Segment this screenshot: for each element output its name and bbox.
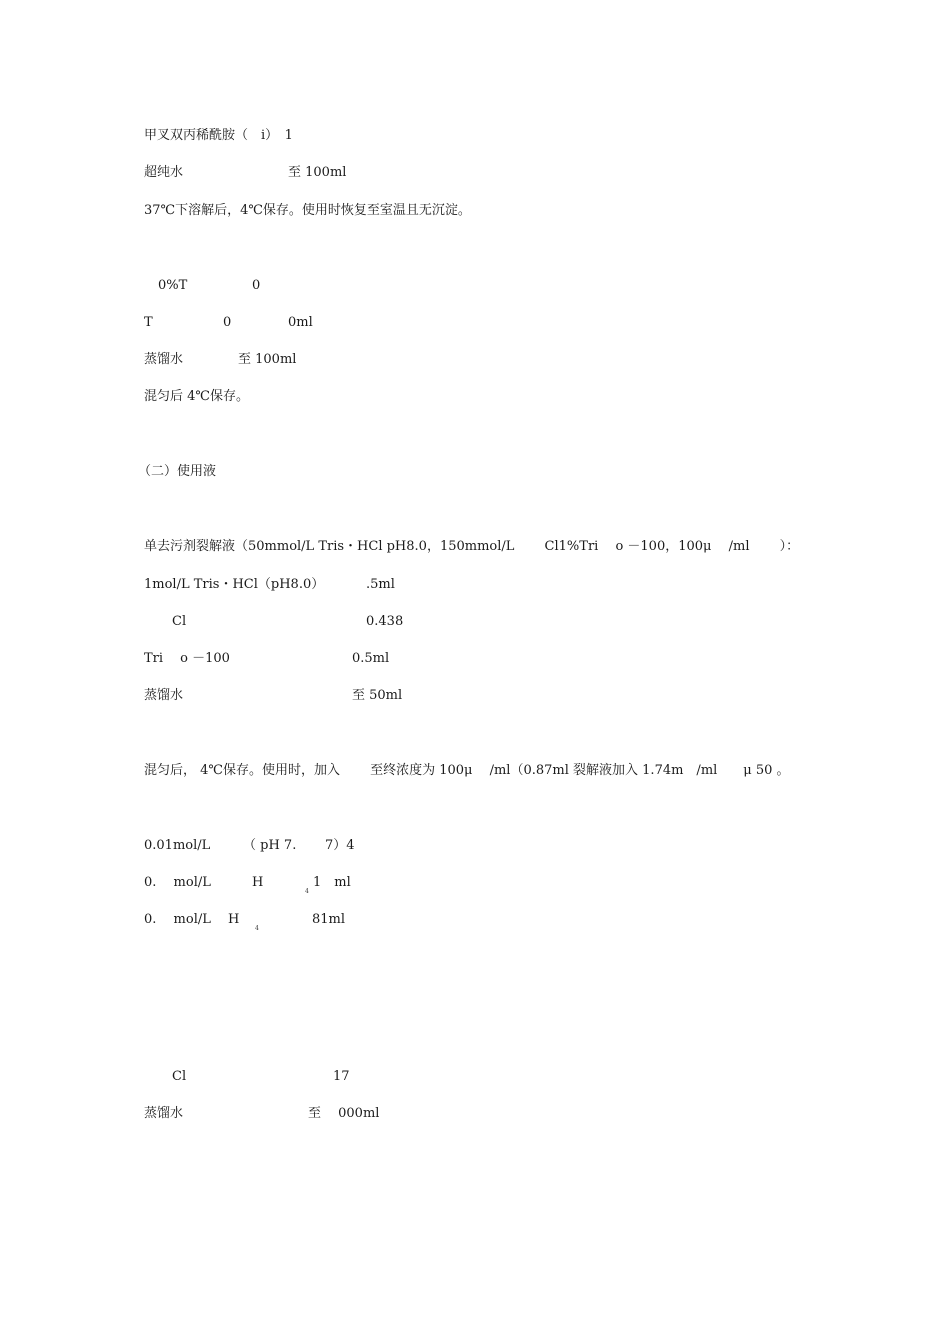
reagent-value-t: 0 — [223, 315, 232, 330]
distilled-water-amount: 至 100ml — [238, 352, 297, 367]
cl-label: Cl — [172, 614, 187, 629]
tris-hcl-label: 1mol/L Tris・HCl（pH8.0） — [144, 577, 325, 592]
phosphate-1-formula: H — [252, 875, 264, 890]
buffer-conc: 0.01mol/L — [144, 838, 211, 853]
triton-label: Tri o －100 — [144, 651, 230, 666]
reagent-label-percent-t: 0%T — [158, 278, 188, 293]
buffer-ph: （ pH 7. — [243, 838, 297, 853]
cl-amount: 0.438 — [366, 614, 404, 629]
section-heading: （二）使用液 — [138, 464, 217, 479]
phosphate-2-amount: 81ml — [312, 912, 346, 927]
distilled-water-label-3: 蒸馏水 — [144, 1106, 184, 1121]
reagent-line-water-label: 超纯水 — [144, 165, 184, 180]
phosphate-1-amount: 1 ml — [313, 875, 351, 890]
usage-note: 混匀后， 4℃保存。使用时，加入 至终浓度为 100μ /ml（0.87ml 裂解液加入 1.74m /ml μ 50 。 — [144, 763, 790, 778]
distilled-water-amount-3: 至 000ml — [308, 1106, 380, 1121]
reagent-label-t: T — [144, 315, 153, 330]
reagent-amount-1: 0 — [252, 278, 261, 293]
reagent-line-water-amount: 至 100ml — [288, 165, 347, 180]
reagent-amount-t: 0ml — [288, 315, 313, 330]
distilled-water-amount-2: 至 50ml — [352, 688, 403, 703]
cl-label-2: Cl — [172, 1069, 187, 1084]
reagent-line-bis-acrylamide: 甲叉双丙稀酰胺（ i） 1 — [144, 128, 293, 143]
phosphate-1-subscript: 4 — [305, 888, 309, 895]
buffer-ph-value: 7）4 — [325, 838, 355, 853]
distilled-water-label-2: 蒸馏水 — [144, 688, 184, 703]
phosphate-2-conc: 0. mol/L H — [144, 912, 240, 927]
distilled-water-label: 蒸馏水 — [144, 352, 184, 367]
cl-amount-2: 17 — [333, 1069, 350, 1084]
storage-instruction: 37℃下溶解后，4℃保存。使用时恢复至室温且无沉淀。 — [144, 203, 471, 218]
phosphate-2-subscript: 4 — [255, 925, 259, 932]
tris-hcl-amount: .5ml — [366, 577, 395, 592]
storage-instruction-2: 混匀后 4℃保存。 — [144, 389, 249, 404]
triton-amount: 0.5ml — [352, 651, 390, 666]
phosphate-1-conc: 0. mol/L — [144, 875, 211, 890]
lysis-buffer-intro: 单去污剂裂解液（50mmol/L Tris・HCl pH8.0，150mmol/L Cl1%Tri o －100，100μ /ml ）： — [144, 539, 800, 554]
